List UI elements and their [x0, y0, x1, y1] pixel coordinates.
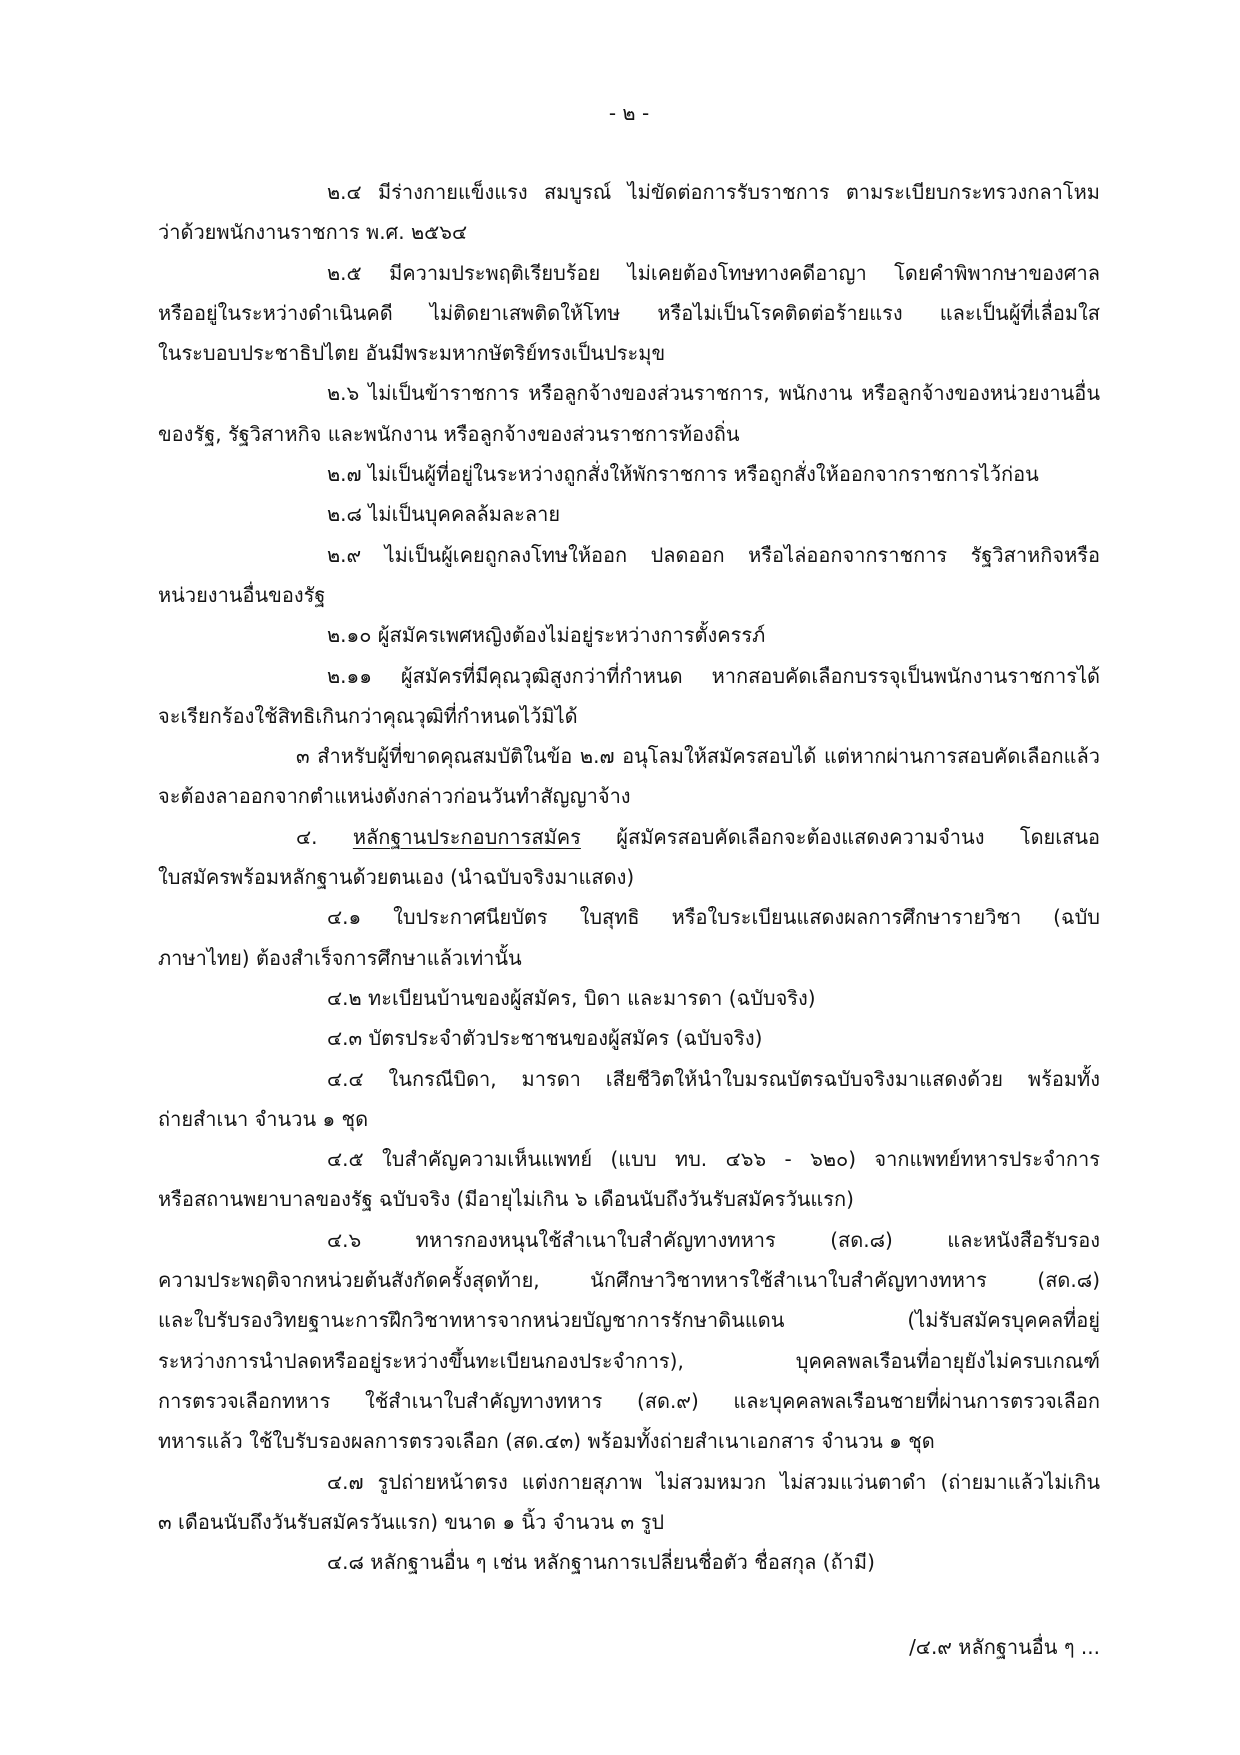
clause-line: หน่วยงานอื่นของรัฐ — [158, 582, 326, 607]
clause-4-7 — [158, 1462, 1100, 1543]
clause-line: ๒.๖ ไม่เป็นข้าราชการ หรือลูกจ้างของส่วนราชการ, พนักงาน หรือลูกจ้างของหน่วยงานอื่น — [327, 381, 1100, 406]
clause-line: ความประพฤติจากหน่วยต้นสังกัดครั้งสุดท้าย, นักศึกษาวิชาทหารใช้สำเนาใบสำคัญทางทหาร (สด.๘) — [158, 1268, 1100, 1293]
clause-line: และใบรับรองวิทยฐานะการฝึกวิชาทหารจากหน่วยบัญชาการรักษาดินแดน (ไม่รับสมัครบุคคลที่อยู่ — [158, 1308, 1100, 1333]
clause-line: ๒.๕ มีความประพฤติเรียบร้อย ไม่เคยต้องโทษทางคดีอาญา โดยคำพิพากษาของศาล — [327, 260, 1100, 285]
clause-line: ๒.๗ ไม่เป็นผู้ที่อยู่ในระหว่างถูกสั่งให้พักราชการ หรือถูกสั่งให้ออกจากราชการไว้ก่อน — [327, 462, 1039, 487]
clause-2-4 — [158, 172, 1100, 253]
clause-line: ๓ สำหรับผู้ที่ขาดคุณสมบัติในข้อ ๒.๗ อนุโลมให้สมัครสอบได้ แต่หากผ่านการสอบคัดเลือกแล้ว — [296, 744, 1100, 769]
clause-line: ๒.๘ ไม่เป็นบุคคลล้มละลาย — [327, 502, 561, 527]
clause-line: ว่าด้วยพนักงานราชการ พ.ศ. ๒๕๖๔ — [158, 220, 468, 245]
clause-line: จะเรียกร้องใช้สิทธิเกินกว่าคุณวุฒิที่กำหนดไว้มิได้ — [158, 703, 578, 728]
clause-4-8 — [158, 1542, 1100, 1582]
clause-line: ใบสมัครพร้อมหลักฐานด้วยตนเอง (นำฉบับจริงมาแสดง) — [158, 865, 635, 890]
clause-2-8 — [158, 494, 1100, 534]
clause-line: ภาษาไทย) ต้องสำเร็จการศึกษาแล้วเท่านั้น — [158, 945, 522, 970]
clause-line: ๒.๔ มีร่างกายแข็งแรง สมบูรณ์ ไม่ขัดต่อการรับราชการ ตามระเบียบกระทรวงกลาโหม — [327, 180, 1100, 204]
clause-line: ๓ เดือนนับถึงวันรับสมัครวันแรก) ขนาด ๑ นิ้ว จำนวน ๓ รูป — [158, 1509, 665, 1534]
clause-2-10 — [158, 615, 1100, 655]
clause-line: ๔.๘ หลักฐานอื่น ๆ เช่น หลักฐานการเปลี่ยนชื่อตัว ชื่อสกุล (ถ้ามี) — [327, 1550, 875, 1575]
clause-line: ๔.๓ บัตรประจำตัวประชาชนของผู้สมัคร (ฉบับจริง) — [327, 1026, 763, 1051]
clause-line: หรือสถานพยาบาลของรัฐ ฉบับจริง (มีอายุไม่เกิน ๖ เดือนนับถึงวันรับสมัครวันแรก) — [158, 1187, 854, 1212]
page-number: - ๒ - — [608, 101, 650, 125]
clause-line: การตรวจเลือกทหาร ใช้สำเนาใบสำคัญทางทหาร (สด.๙) และบุคคลพลเรือนชายที่ผ่านการตรวจเลือก — [158, 1388, 1100, 1413]
clause-4-6 — [158, 1220, 1100, 1462]
clause-4-3 — [158, 1018, 1100, 1058]
clause-line: ระหว่างการนำปลดหรืออยู่ระหว่างขึ้นทะเบียนกองประจำการ), บุคคลพลเรือนที่อายุยังไม่ครบเกณฑ์ — [158, 1348, 1100, 1373]
clause-line: ของรัฐ, รัฐวิสาหกิจ และพนักงาน หรือลูกจ้างของส่วนราชการท้องถิ่น — [158, 421, 740, 446]
clause-line: ๒.๑๐ ผู้สมัครเพศหญิงต้องไม่อยู่ระหว่างการตั้งครรภ์ — [327, 623, 766, 648]
clause-line: ๔.๑ ใบประกาศนียบัตร ใบสุทธิ หรือใบระเบียนแสดงผลการศึกษารายวิชา (ฉบับ — [327, 905, 1100, 930]
document-body — [158, 172, 1100, 1582]
section-heading-rest: ผู้สมัครสอบคัดเลือกจะต้องแสดงความจำนง โดยเสนอ — [616, 824, 1100, 849]
clause-line: ๒.๙ ไม่เป็นผู้เคยถูกลงโทษให้ออก ปลดออก หรือไล่ออกจากราชการ รัฐวิสาหกิจหรือ — [327, 542, 1100, 567]
clause-line: ถ่ายสำเนา จำนวน ๑ ชุด — [158, 1106, 369, 1131]
clause-line: ๔.๕ ใบสำคัญความเห็นแพทย์ (แบบ ทบ. ๔๖๖ - ๖๒๐) จากแพทย์ทหารประจำการ — [327, 1147, 1100, 1172]
clause-line: ๔.๒ ทะเบียนบ้านของผู้สมัคร, บิดา และมารดา (ฉบับจริง) — [327, 985, 816, 1010]
clause-line: ๔.๖ ทหารกองหนุนใช้สำเนาใบสำคัญทางทหาร (สด.๘) และหนังสือรับรอง — [327, 1227, 1100, 1252]
clause-line: ในระบอบประชาธิปไตย อันมีพระมหากษัตริย์ทรงเป็นประมุข — [158, 341, 666, 366]
clause-4-application-documents — [158, 817, 1100, 898]
clause-4-5 — [158, 1139, 1100, 1220]
section-heading-underlined: หลักฐานประกอบการสมัคร — [352, 824, 581, 849]
clause-line — [158, 817, 1100, 857]
clause-line: ๒.๑๑ ผู้สมัครที่มีคุณวุฒิสูงกว่าที่กำหนด หากสอบคัดเลือกบรรจุเป็นพนักงานราชการได้ — [327, 663, 1100, 688]
clause-line: ทหารแล้ว ใช้ใบรับรองผลการตรวจเลือก (สด.๔๓) พร้อมทั้งถ่ายสำเนาเอกสาร จำนวน ๑ ชุด — [158, 1429, 935, 1454]
clause-4-1 — [158, 897, 1100, 978]
clause-line: ๔.๗ รูปถ่ายหน้าตรง แต่งกายสุภาพ ไม่สวมหมวก ไม่สวมแว่นตาดำ (ถ่ายมาแล้วไม่เกิน — [327, 1469, 1100, 1494]
section-number: ๔. — [296, 824, 318, 849]
clause-4-4 — [158, 1059, 1100, 1140]
clause-2-9 — [158, 535, 1100, 616]
clause-line: ๔.๔ ในกรณีบิดา, มารดา เสียชีวิตให้นำใบมรณบัตรฉบับจริงมาแสดงด้วย พร้อมทั้ง — [327, 1066, 1100, 1091]
clause-line: จะต้องลาออกจากตำแหน่งดังกล่าวก่อนวันทำสัญญาจ้าง — [158, 784, 631, 809]
clause-2-5 — [158, 253, 1100, 374]
clause-2-11 — [158, 656, 1100, 737]
clause-3 — [158, 736, 1100, 817]
clause-2-7 — [158, 454, 1100, 494]
clause-line: หรืออยู่ในระหว่างดำเนินคดี ไม่ติดยาเสพติดให้โทษ หรือไม่เป็นโรคติดต่อร้ายแรง และเป็นผู้ที่เลื่อมใส — [158, 300, 1100, 325]
page-continuation-note: /๔.๙ หลักฐานอื่น ๆ ... — [909, 1635, 1100, 1659]
clause-2-6 — [158, 373, 1100, 454]
clause-4-2 — [158, 978, 1100, 1018]
